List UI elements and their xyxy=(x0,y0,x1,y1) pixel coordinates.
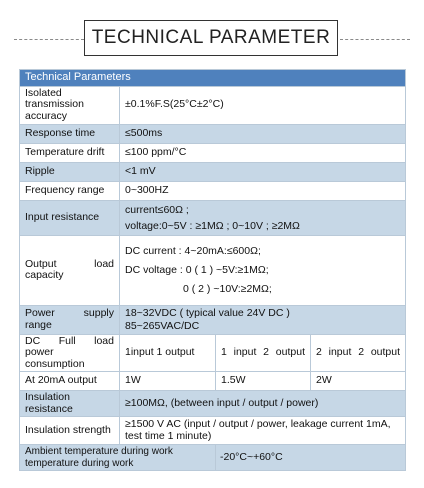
table-row xyxy=(20,391,406,417)
table-row xyxy=(20,334,406,372)
row-label: DC Full load power consumption xyxy=(20,334,120,372)
value-line: DC voltage : 0 ( 1 ) ~5V:≥1MΩ; xyxy=(125,263,269,276)
row-label: Ripple xyxy=(20,162,120,181)
row-label: Power supply range xyxy=(20,305,120,334)
row-value: 2W xyxy=(311,372,406,391)
value-line: 18~32VDC ( typical value 24V DC ) xyxy=(125,306,290,319)
row-label: Temperature drift xyxy=(20,143,120,162)
value-line: current≤60Ω ; xyxy=(125,203,189,216)
table-row xyxy=(20,162,406,181)
row-label: Ambient temperature during work temperature during work xyxy=(20,445,216,471)
table-row xyxy=(20,143,406,162)
row-value: 1.5W xyxy=(216,372,311,391)
table-row xyxy=(20,200,406,235)
row-value: 2 input 2 output xyxy=(311,334,406,372)
title-banner xyxy=(0,20,424,60)
row-value: ≥100MΩ, (between input / output / power) xyxy=(120,391,406,417)
table-header: Technical Parameters xyxy=(20,70,406,87)
value-line: 85~265VAC/DC xyxy=(125,319,200,332)
row-label: Isolated transmission accuracy xyxy=(20,86,120,124)
row-value: 1 input 2 output xyxy=(216,334,311,372)
table-row xyxy=(20,86,406,124)
table-row xyxy=(20,305,406,334)
row-label: Response time xyxy=(20,124,120,143)
row-label: Insulation strength xyxy=(20,417,120,445)
title-rule-right xyxy=(340,39,410,40)
row-value: 1input 1 output xyxy=(120,334,216,372)
row-value: ±0.1%F.S(25°C±2°C) xyxy=(120,86,406,124)
row-value: -20°C~+60°C xyxy=(216,445,406,471)
row-value: ≥1500 V AC (input / output / power, leakage current 1mA, test time 1 minute) xyxy=(120,417,406,445)
table-row xyxy=(20,372,406,391)
row-value xyxy=(120,305,406,334)
row-label: Insulation resistance xyxy=(20,391,120,417)
row-value: 1W xyxy=(120,372,216,391)
row-label: At 20mA output xyxy=(20,372,120,391)
row-label: Frequency range xyxy=(20,181,120,200)
row-value xyxy=(120,200,406,235)
page-title: TECHNICAL PARAMETER xyxy=(84,20,338,56)
table-row xyxy=(20,181,406,200)
row-label: Output load capacity xyxy=(20,235,120,305)
value-line: voltage:0~5V : ≥1MΩ ; 0~10V ; ≥2MΩ xyxy=(125,219,300,232)
row-value: <1 mV xyxy=(120,162,406,181)
value-line: 0 ( 2 ) ~10V:≥2MΩ; xyxy=(183,282,272,295)
parameters-table xyxy=(19,69,406,471)
value-line: DC current : 4~20mA:≤600Ω; xyxy=(125,244,261,257)
title-rule-left xyxy=(14,39,84,40)
table-row xyxy=(20,124,406,143)
row-value: ≤500ms xyxy=(120,124,406,143)
table-row xyxy=(20,445,406,471)
table-row xyxy=(20,417,406,445)
row-label: Input resistance xyxy=(20,200,120,235)
row-value: 0~300HZ xyxy=(120,181,406,200)
row-value: ≤100 ppm/°C xyxy=(120,143,406,162)
row-value xyxy=(120,235,406,305)
table-header-row xyxy=(20,70,406,87)
table-row xyxy=(20,235,406,305)
